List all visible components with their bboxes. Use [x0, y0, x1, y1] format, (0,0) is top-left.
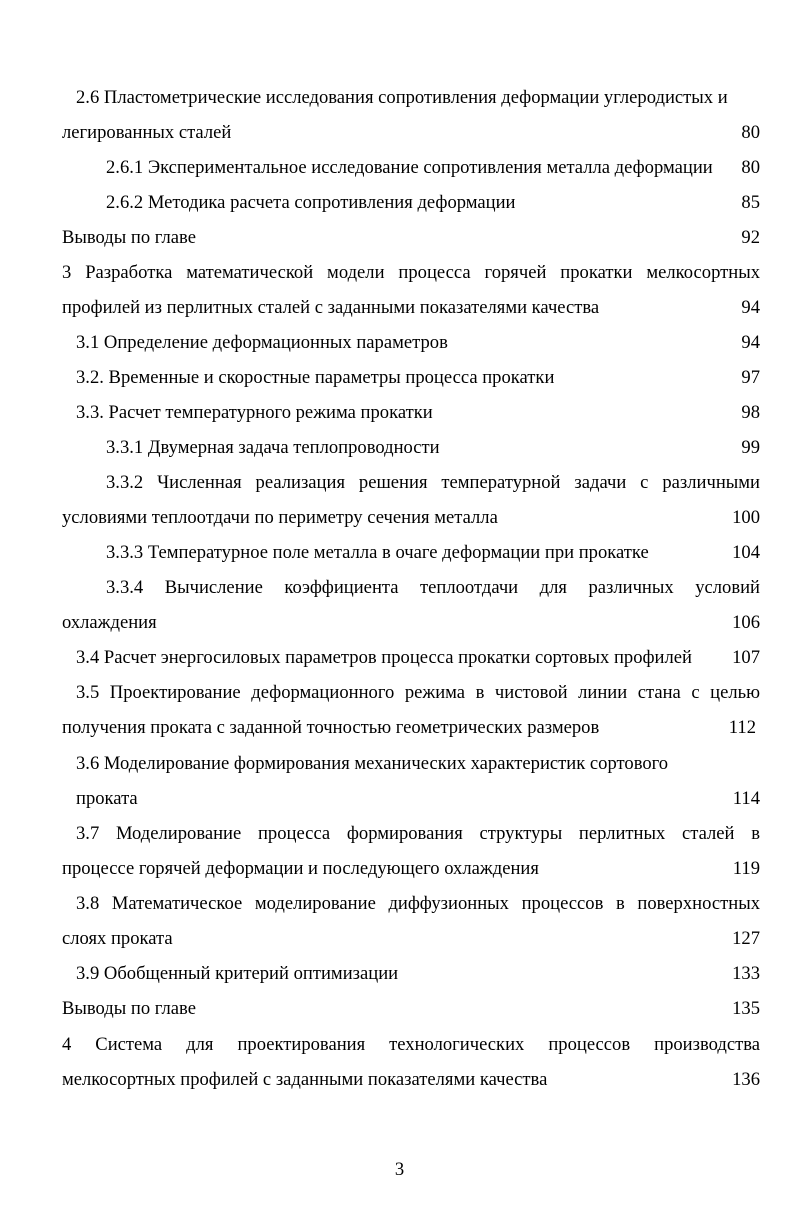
toc-entry-title: 2.6.2 Методика расчета сопротивления деформации [106, 192, 516, 213]
toc-entry-title: 3 Разработка математической модели процесса горячей прокатки мелкосортных [62, 262, 760, 283]
toc-entry-page: 80 [741, 157, 760, 178]
toc-entry-title: 3.1 Определение деформационных параметров [76, 332, 448, 353]
toc-entry-title: 3.3. Расчет температурного режима прокатки [76, 402, 433, 423]
toc-entry [62, 220, 760, 256]
toc-entry-title: Выводы по главе [62, 998, 196, 1019]
toc-entry [62, 956, 760, 992]
toc-entry-page: 112 [728, 717, 756, 738]
toc-entry [62, 851, 760, 887]
toc-entry-page: 100 [732, 507, 760, 528]
toc-entry-title: 2.6.1 Экспериментальное исследование сопротивления металла деформации [106, 157, 713, 178]
toc-entry [76, 886, 760, 922]
toc-entry [62, 746, 760, 782]
toc-entry [62, 921, 760, 957]
toc-entry [62, 150, 760, 186]
toc-entry [62, 115, 760, 151]
toc-entry [62, 605, 760, 641]
toc-entry-title: 3.8 Математическое моделирование диффузионных процессов в поверхностных [76, 893, 760, 914]
toc-entry-page: 99 [741, 437, 760, 458]
toc-entry-title: процессе горячей деформации и последующего охлаждения [62, 858, 539, 879]
toc-entry-page: 85 [741, 192, 760, 213]
toc-entry [62, 395, 760, 431]
toc-entry [106, 465, 760, 501]
toc-entry-page: 136 [732, 1069, 760, 1090]
toc-entry-title: 2.6 Пластометрические исследования сопротивления деформации углеродистых и [76, 87, 728, 108]
toc-entry-page: 133 [732, 963, 760, 984]
toc-entry [62, 360, 760, 396]
toc-entry-page: 114 [732, 788, 760, 809]
page-number: 3 [394, 1159, 405, 1180]
toc-entry-title: 3.3.2 Численная реализация решения температурной задачи с различными [106, 472, 760, 493]
toc-entry [76, 675, 760, 711]
toc-entry-page: 80 [741, 122, 760, 143]
toc-entry-page: 135 [732, 998, 760, 1019]
toc-entry-page: 94 [741, 332, 760, 353]
toc-entry-page: 97 [741, 367, 760, 388]
toc-entry-title: Выводы по главе [62, 227, 196, 248]
toc-entry-page: 92 [741, 227, 760, 248]
toc-entry-page: 104 [732, 542, 760, 563]
toc-entry [62, 430, 760, 466]
toc-entry [62, 1062, 760, 1098]
toc-entry-title: 3.5 Проектирование деформационного режима в чистовой линии стана с целью [76, 682, 760, 703]
toc-entry-title: 3.4 Расчет энергосиловых параметров процесса прокатки сортовых профилей [76, 647, 692, 668]
toc-entry-title: 3.2. Временные и скоростные параметры процесса прокатки [76, 367, 555, 388]
toc-entry [62, 991, 760, 1027]
toc-entry [62, 290, 760, 326]
toc-entry-title: 4 Система для проектирования технологических процессов производства [62, 1034, 760, 1055]
toc-entry-title: 3.6 Моделирование формирования механических характеристик сортового [76, 753, 669, 774]
toc-entry [62, 640, 760, 676]
toc-entry [62, 255, 760, 291]
toc-entry-title: 3.3.3 Температурное поле металла в очаге деформации при прокатке [106, 542, 649, 563]
toc-entry [76, 816, 760, 852]
toc-entry-title: условиями теплоотдачи по периметру сечения металла [62, 507, 498, 528]
toc-entry-title: профилей из перлитных сталей с заданными показателями качества [62, 297, 600, 318]
toc-entry-page: 106 [732, 612, 760, 633]
toc-entry-title: легированных сталей [62, 122, 232, 143]
toc-entry-title: 3.7 Моделирование процесса формирования структуры перлитных сталей в [76, 823, 760, 844]
toc-entry [62, 781, 760, 817]
toc-entry [62, 1027, 760, 1063]
toc-entry [62, 710, 760, 746]
toc-entry-title: 3.3.4 Вычисление коэффициента теплоотдачи для различных условий [106, 577, 760, 598]
toc-entry [62, 325, 760, 361]
toc-entry [62, 535, 760, 571]
toc-entry-title: проката [76, 788, 138, 809]
toc-entry-title: мелкосортных профилей с заданными показателями качества [62, 1069, 548, 1090]
toc-entry-page: 107 [732, 647, 760, 668]
toc-entry-title: получения проката с заданной точностью геометрических размеров [62, 717, 600, 738]
toc-entry-page: 119 [732, 858, 760, 879]
toc-entry-title: 3.9 Обобщенный критерий оптимизации [76, 963, 399, 984]
toc-entry-title: слоях проката [62, 928, 173, 949]
toc-entry [62, 500, 760, 536]
toc-entry [62, 80, 760, 116]
toc-entry [62, 185, 760, 221]
toc-entry-title: 3.3.1 Двумерная задача теплопроводности [106, 437, 440, 458]
toc-entry-title: охлаждения [62, 612, 157, 633]
toc-entry-page: 98 [741, 402, 760, 423]
toc-entry-page: 94 [741, 297, 760, 318]
toc-entry [106, 570, 760, 606]
toc-entry-page: 127 [732, 928, 760, 949]
